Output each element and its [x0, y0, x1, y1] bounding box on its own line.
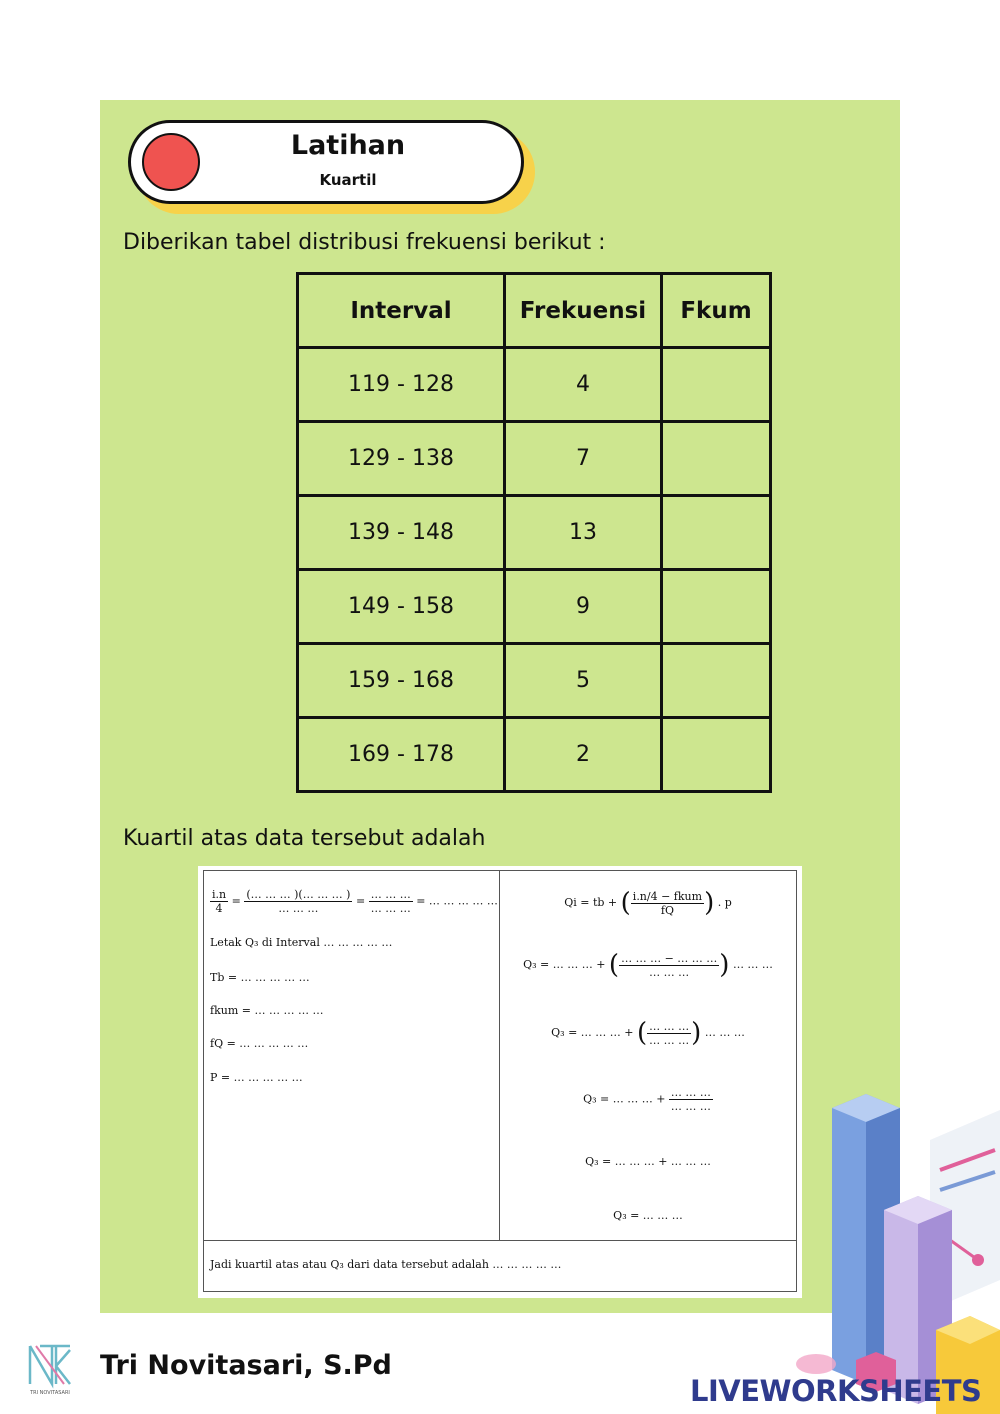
- interval-cell: 139 - 148: [298, 496, 505, 570]
- formula-inner-num: i.n/4 − fkum: [632, 889, 703, 903]
- step3: [500, 1086, 796, 1113]
- step2: Q₃ = … … … + ( $\frac{\dots \dots \dots}{\dots \dots \dots}$ ) … … …: [551, 1018, 745, 1048]
- step1: Q₃ = … … … + ( $\frac{\dots \dots \dots - \dots \dots \dots}{\dots \dots \dots}$ ) … … …: [523, 950, 773, 980]
- step1-tail[interactable]: … … …: [732, 958, 773, 971]
- logo-caption: TRI NOVITASARI: [30, 1390, 70, 1396]
- table-header-row: [298, 274, 771, 348]
- fkum-input-cell[interactable]: [662, 496, 771, 570]
- step1-den[interactable]: … … …: [649, 965, 690, 979]
- letak-field[interactable]: Letak Q₃ di Interval … … … … …: [210, 936, 393, 949]
- formula-tail: . p: [717, 896, 732, 909]
- table-row: [298, 422, 771, 496]
- column-divider: [499, 870, 500, 1240]
- intro-text: Diberikan tabel distribusi frekuensi berikut :: [123, 230, 606, 255]
- interval-cell: 119 - 128: [298, 348, 505, 422]
- interval-cell: 169 - 178: [298, 718, 505, 792]
- formula-lhs: Qi = tb +: [564, 896, 618, 909]
- fkum-input-cell[interactable]: [662, 718, 771, 792]
- frekuensi-cell: 5: [505, 644, 662, 718]
- step2-lhs[interactable]: Q₃ = … … … +: [551, 1026, 634, 1039]
- frekuensi-cell: 13: [505, 496, 662, 570]
- p-field[interactable]: P = … … … … …: [210, 1071, 303, 1084]
- page-title: Latihan: [290, 130, 406, 161]
- eq-den2[interactable]: … … …: [370, 902, 411, 915]
- step3-den[interactable]: … … …: [670, 1100, 711, 1113]
- table-row: [298, 570, 771, 644]
- position-equation: $\frac{i.n}{4}$ = $\frac{(\dots \dots \dots )(\dots \dots \dots )}{\dots \dots \dots}$ = $\frac{\dots \dots \dots}{\dots \dots \dots}$ = … … … … …: [212, 888, 498, 915]
- header-fkum: Fkum: [662, 274, 771, 348]
- quartile-formula: Qi = tb + ( $\frac{\text{i.n/4 − fkum}}{fQ}$ ) . p: [564, 888, 732, 918]
- interval-cell: 129 - 138: [298, 422, 505, 496]
- frekuensi-cell: 7: [505, 422, 662, 496]
- interval-cell: 159 - 168: [298, 644, 505, 718]
- author-name: Tri Novitasari, S.Pd: [100, 1350, 392, 1381]
- frekuensi-cell: 2: [505, 718, 662, 792]
- author-logo: [26, 1342, 74, 1396]
- fkum-input-cell[interactable]: [662, 422, 771, 496]
- fq-field[interactable]: fQ = … … … … …: [210, 1037, 309, 1050]
- step3-num[interactable]: … … …: [670, 1086, 711, 1099]
- formula-inner-den: fQ: [660, 903, 674, 917]
- conclusion-field[interactable]: Jadi kuartil atas atau Q₃ dari data tersebut adalah … … … … …: [210, 1258, 562, 1271]
- frekuensi-cell: 9: [505, 570, 662, 644]
- interval-cell: 149 - 158: [298, 570, 505, 644]
- eq-lhs-num: i.n: [212, 888, 227, 901]
- fkum-input-cell[interactable]: [662, 570, 771, 644]
- table-row: [298, 718, 771, 792]
- step2-tail[interactable]: … … …: [704, 1026, 745, 1039]
- chart-decoration-icon: [780, 1080, 1000, 1414]
- eq-den1[interactable]: … … …: [278, 902, 319, 915]
- table-row: [298, 496, 771, 570]
- page-subtitle: Kuartil: [319, 171, 377, 189]
- eq-num1[interactable]: (… … … )(… … … ): [246, 888, 351, 901]
- liveworksheets-brand[interactable]: LIVEWORKSHEETS: [690, 1374, 982, 1408]
- step5[interactable]: Q₃ = … … …: [613, 1209, 683, 1222]
- step1-num[interactable]: … … … − … … …: [621, 951, 718, 965]
- fkum-input-cell[interactable]: [662, 644, 771, 718]
- header-interval: Interval: [298, 274, 505, 348]
- step4[interactable]: Q₃ = … … … + … … …: [585, 1155, 711, 1168]
- header-frekuensi: Frekuensi: [505, 274, 662, 348]
- table-row: [298, 348, 771, 422]
- question-text: Kuartil atas data tersebut adalah: [123, 826, 486, 851]
- badge-dot: [142, 133, 200, 191]
- step2-num[interactable]: … … …: [649, 1019, 690, 1033]
- table-row: [298, 644, 771, 718]
- frekuensi-cell: 4: [505, 348, 662, 422]
- eq-result[interactable]: … … … … …: [428, 894, 498, 908]
- fkum-field[interactable]: fkum = … … … … …: [210, 1004, 324, 1017]
- row-divider: [203, 1240, 797, 1241]
- tb-field[interactable]: Tb = … … … … …: [210, 971, 310, 984]
- step1-lhs[interactable]: Q₃ = … … … +: [523, 958, 606, 971]
- frequency-table: [296, 272, 772, 793]
- eq-num2[interactable]: … … …: [370, 888, 411, 901]
- fkum-input-cell[interactable]: [662, 348, 771, 422]
- step2-den[interactable]: … … …: [649, 1033, 690, 1047]
- step3-lhs[interactable]: Q₃ = … … … +: [583, 1092, 666, 1106]
- eq-lhs-den: 4: [215, 902, 223, 915]
